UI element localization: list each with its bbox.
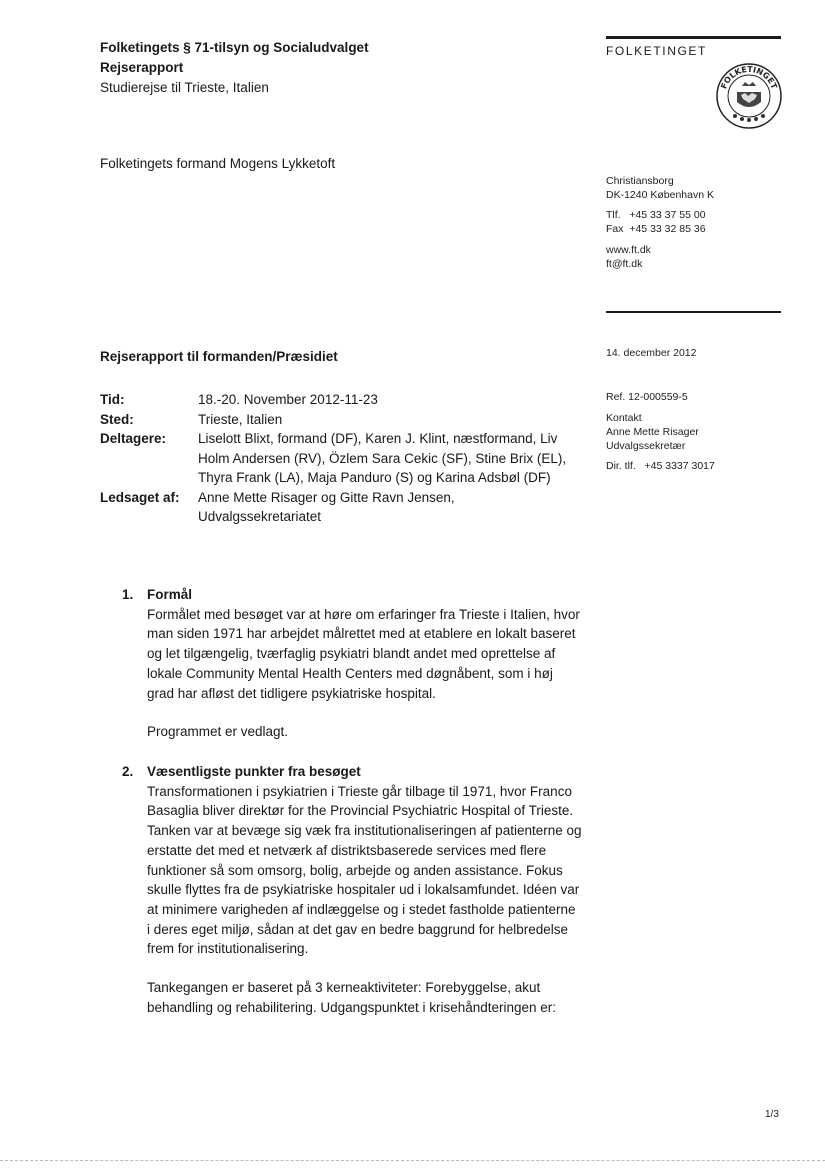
top-rule [606, 36, 781, 39]
folketinget-seal-logo [715, 62, 783, 130]
section-heading [122, 585, 582, 605]
section-paragraph: Transformationen i psykiatrien i Trieste går tilbage til 1971, hvor Franco Basaglia bliver direktør for the Provincial Psychiatric Hospital of Trieste. Tanken var at bevæge sig væk fra institutionaliseringen af patienterne og erstatte det med et netværk af distriktsbaserede services med flere funktioner så som omsorg, bolig, arbejde og anden assistance. Fokus skulle flyttes fra de psykiatriske hospitaler ud i lokalsamfundet. Idéen var at minimere varigheden af indlæggelse og i stedet fastholde patienterne i deres eget miljø, sådan at det gav en bedre baggrund for helbredelse frem for institutionalisering. [147, 783, 582, 957]
section-paragraph: Tankegangen er baseret på 3 kerneaktiviteter: Forebyggelse, akut behandling og rehabilitering. Udgangspunktet i krisehåndteringen er: [147, 980, 557, 1015]
section-number: 1. [122, 587, 134, 602]
fax-number: Fax +45 33 32 85 36 [606, 223, 706, 235]
reference-number: Ref. 12-000559-5 [606, 391, 688, 403]
section-paragraph: Formålet med besøget var at høre om erfaringer fra Trieste i Italien, hvor man siden 1971 har arbejdet målrettet med at etablere en lokalt baseret og let tilgængelig, tværfaglig psykiatri blandt andet med oprettelse af lokale Community Mental Health Centers med døgnåbent, som i høj grad har afløst det tidligere psykiatriske hospital. [147, 606, 580, 701]
document-header [100, 38, 369, 98]
header-doc-type: Rejserapport [100, 60, 184, 75]
meta-row-time [100, 390, 578, 410]
address-line-2: DK-1240 København K [606, 189, 714, 201]
brand-name: FOLKETINGET [606, 44, 707, 58]
meta-table [100, 390, 578, 527]
meta-value: Liselott Blixt, formand (DF), Karen J. Klint, næstformand, Liv Holm Andersen (RV), Özlem Sara Cekic (SF), Stine Brix (EL), Thyra Frank (LA), Maja Panduro (S) og Karina Adsbøl (DF) [198, 431, 567, 485]
meta-row-place [100, 410, 578, 430]
meta-value: Anne Mette Risager og Gitte Ravn Jensen, Udvalgssekretariatet [198, 489, 455, 524]
contact-name: Anne Mette Risager [606, 426, 699, 438]
section-key-points [122, 762, 582, 1017]
mid-rule [606, 311, 781, 313]
phone-number: Tlf. +45 33 37 55 00 [606, 209, 706, 221]
sidebar-address [606, 174, 714, 202]
section-title: Væsentligste punkter fra besøget [147, 764, 361, 779]
sidebar-phones [606, 208, 706, 236]
section-title: Formål [147, 587, 193, 602]
address-line-1: Christiansborg [606, 175, 674, 187]
web-link: www.ft.dk [606, 244, 651, 256]
contact-label: Kontakt [606, 412, 642, 424]
sidebar-web [606, 243, 651, 271]
svg-text:FOLKETINGET: FOLKETINGET [719, 64, 779, 91]
meta-label: Ledsaget af: [100, 489, 180, 505]
header-subject: Studierejse til Trieste, Italien [100, 80, 269, 95]
meta-label: Sted: [100, 411, 134, 427]
meta-label: Deltagere: [100, 431, 167, 446]
page-bottom-edge [0, 1160, 825, 1162]
direct-phone: Dir. tlf. +45 3337 3017 [606, 460, 715, 472]
meta-value: Trieste, Italien [198, 411, 283, 427]
header-committee: Folketingets § 71-tilsyn og Socialudvalget [100, 40, 369, 55]
meta-row-accompanied [100, 488, 578, 527]
section-heading [122, 762, 582, 782]
section-purpose [122, 585, 582, 742]
meta-label: Tid: [100, 392, 125, 407]
contact-title: Udvalgssekretær [606, 440, 686, 452]
letter-date: 14. december 2012 [606, 347, 697, 359]
addressee: Folketingets formand Mogens Lykketoft [100, 156, 336, 171]
meta-value: 18.-20. November 2012-11-23 [198, 392, 378, 407]
meta-row-participants [100, 429, 578, 488]
email-link: ft@ft.dk [606, 258, 643, 270]
section-paragraph: Programmet er vedlagt. [147, 724, 289, 740]
sidebar-reference [606, 390, 715, 473]
page-number: 1/3 [765, 1109, 779, 1120]
report-title: Rejserapport til formanden/Præsidiet [100, 349, 338, 364]
section-number: 2. [122, 764, 134, 779]
